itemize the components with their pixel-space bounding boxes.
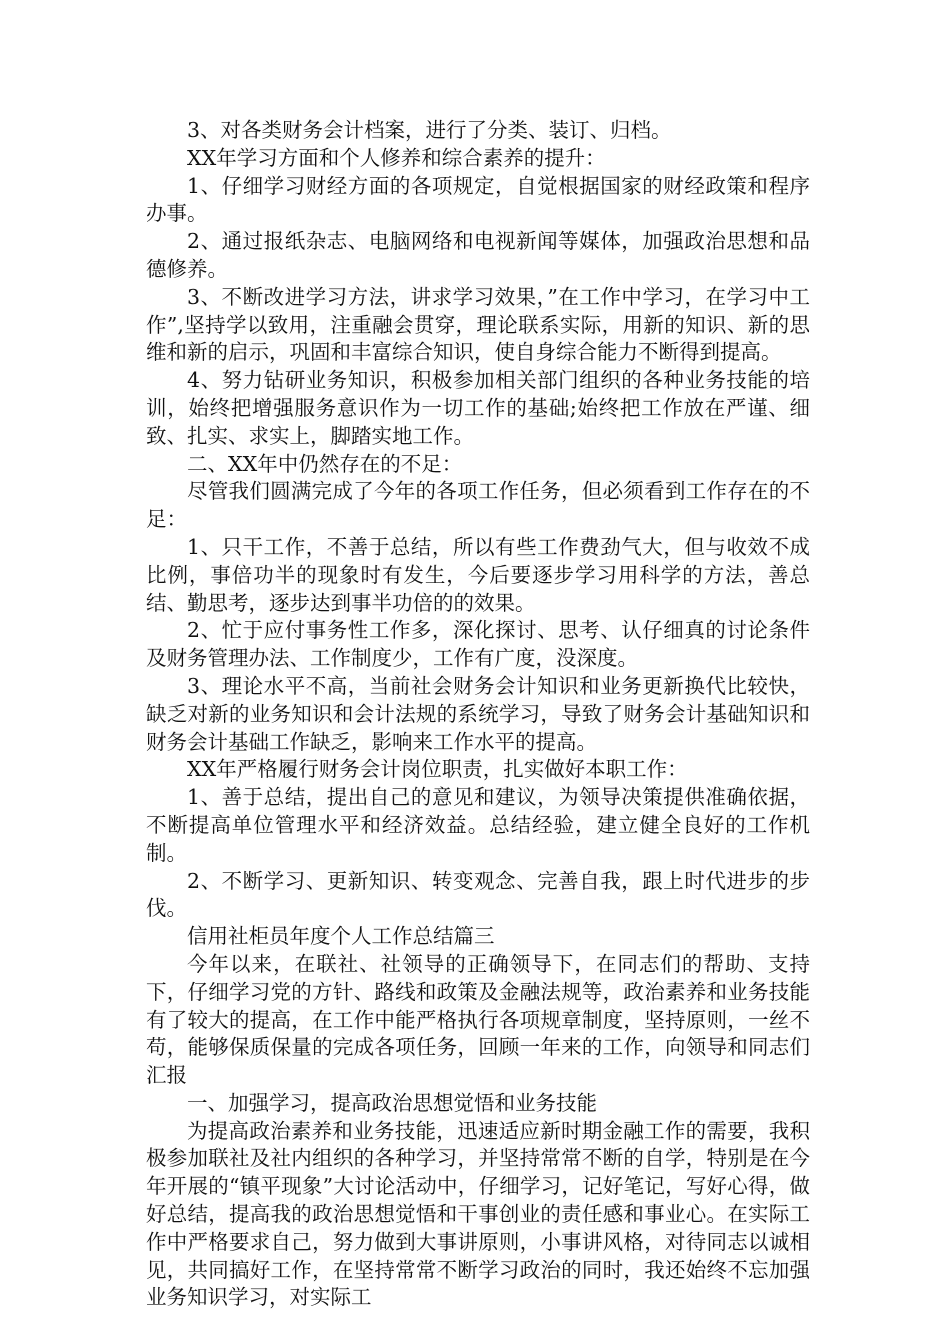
paragraph: 3、理论水平不高，当前社会财务会计知识和业务更新换代比较快，缺乏对新的业务知识和会计法规的系统学习，导致了财务会计基础知识和财务会计基础工作缺乏，影响来工作水平的提高。 [146,673,810,754]
paragraph: 3、不断改进学习方法，讲求学习效果，”在工作中学习，在学习中工作”,坚持学以致用，注重融会贯穿，理论联系实际，用新的知识、新的思维和新的启示，巩固和丰富综合知识，使自身综合能力不断得到提高。 [146,284,810,365]
paragraph: 3、对各类财务会计档案，进行了分类、装订、归档。 [187,118,672,142]
paragraph: 尽管我们圆满完成了今年的各项工作任务，但必须看到工作存在的不足： [146,479,810,532]
paragraph: 1、善于总结，提出自己的意见和建议，为领导决策提供准确依据，不断提高单位管理水平和经济效益。总结经验，建立健全良好的工作机制。 [146,785,810,865]
paragraph: XX年严格履行财务会计岗位职责，扎实做好本职工作： [187,757,688,782]
paragraph: 4、努力钻研业务知识，积极参加相关部门组织的各种业务技能的培训，始终把增强服务意识作为一切工作的基础;始终把工作放在严谨、细致、扎实、求实上，脚踏实地工作。 [146,368,810,448]
paragraph: 1、仔细学习财经方面的各项规定，自觉根据国家的财经政策和程序办事。 [146,173,810,226]
paragraph: 2、不断学习、更新知识、转变观念、完善自我，跟上时代进步的步伐。 [146,868,810,921]
paragraph: 2、忙于应付事务性工作多，深化探讨、思考、认仔细真的讨论条件及财务管理办法、工作制度少，工作有广度，没深度。 [146,618,810,671]
paragraph: 今年以来，在联社、社领导的正确领导下，在同志们的帮助、支持下，仔细学习党的方针、路线和政策及金融法规等，政治素养和业务技能有了较大的提高，在工作中能严格执行各项规章制度，坚持原则，一丝不苟，能够保质保量的完成各项任务，回顾一年来的工作，向领导和同志们汇报 [146,951,810,1088]
section-heading: 二、XX年中仍然存在的不足： [187,451,463,476]
document-page [146,117,810,1312]
paragraph: 1、只干工作，不善于总结，所以有些工作费劲气大，但与收效不成比例，事倍功半的现象时有发生，今后要逐步学习用科学的方法，善总结、勤思考，逐步达到事半功倍的的效果。 [146,534,810,615]
paragraph: 为提高政治素养和业务技能，迅速适应新时期金融工作的需要，我积极参加联社及社内组织的各种学习，并坚持常常不断的自学，特别是在今年开展的“镇平现象”大讨论活动中，仔细学习，记好笔记，写好心得，做好总结，提高我的政治思想觉悟和干事创业的责任感和事业心。在实际工作中严格要求自己，努力做到大事讲原则，小事讲风格，对待同志以诚相见，共同搞好工作，在坚持常常不断学习政治的同时，我还始终不忘加强业务知识学习，对实际工 [146,1118,810,1310]
paragraph: XX年学习方面和个人修养和综合素养的提升： [187,145,606,170]
article-title: 信用社柜员年度个人工作总结篇三 [187,924,495,949]
paragraph: 2、通过报纸杂志、电脑网络和电视新闻等媒体，加强政治思想和品德修养。 [146,229,810,281]
section-heading: 一、加强学习，提高政治思想觉悟和业务技能 [187,1090,597,1115]
